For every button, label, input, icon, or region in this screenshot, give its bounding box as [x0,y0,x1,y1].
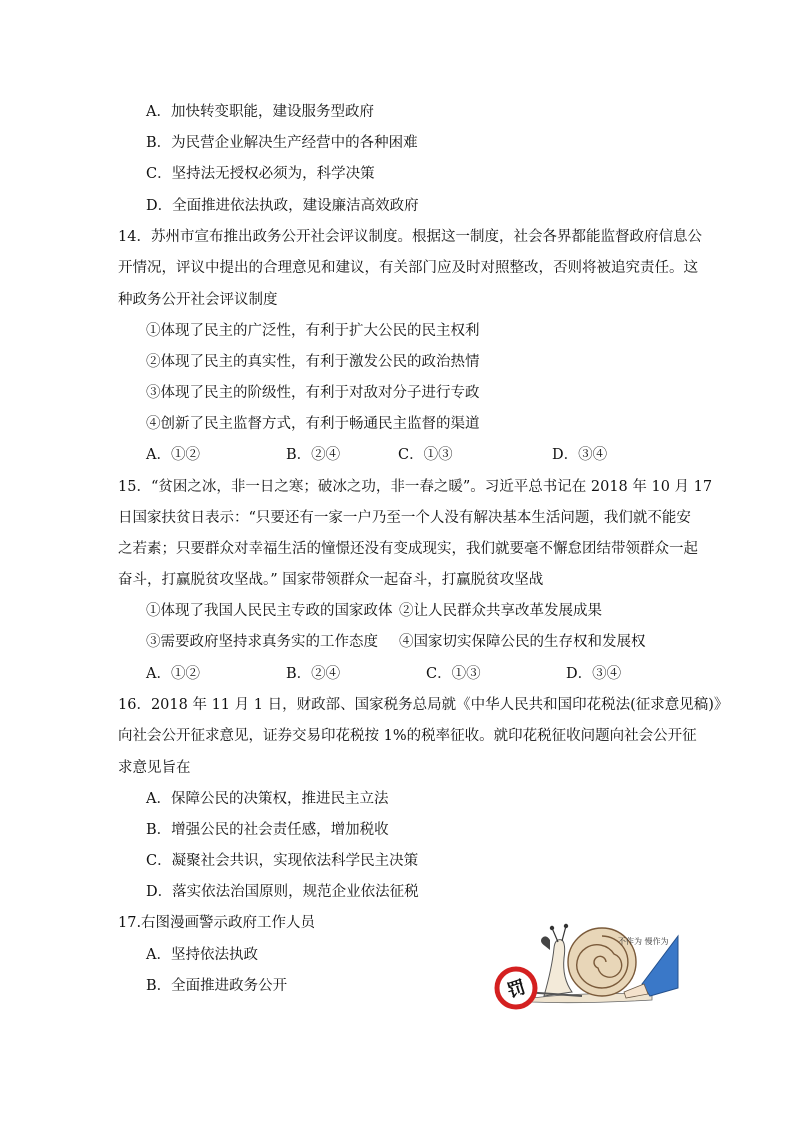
q16-option-a: A．保障公民的决策权，推进民主立法 [146,791,389,807]
sign-text: 罚 [504,976,529,1003]
q14-stem-line1: 14．苏州市宣布推出政务公开社会评议制度。根据这一制度，社会各界都能监督政府信息公 [118,229,702,245]
q15-statement-2: ②让人民群众共享改革发展成果 [399,603,602,619]
q14-statement-2: ②体现了民主的真实性，有利于激发公民的政治热情 [146,354,480,370]
q14-options-row [146,445,646,465]
q17-option-a: A．坚持依法执政 [146,947,258,963]
snail-antenna-right [562,926,566,941]
snail-eye-right [564,924,568,928]
q14-stem-line3: 种政务公开社会评议制度 [118,292,278,308]
q14-option-a: A．①② [146,447,200,463]
q14-stem-line2: 开情况，评议中提出的合理意见和建议，有关部门应及时对照整改，否则将被追究责任。这 [118,260,698,276]
q15-options-row [146,664,646,684]
q14-option-d: D．③④ [552,447,608,463]
q17-option-b: B．全面推进政务公开 [146,978,288,994]
shell-text: 不作为 慢作为 [618,937,669,946]
q14-statement-3: ③体现了民主的阶级性，有利于对敌对分子进行专政 [146,385,480,401]
q15-statement-1: ①体现了我国人民民主专政的国家政体 [146,603,393,619]
q16-option-c: C．凝聚社会共识，实现依法科学民主决策 [146,853,419,869]
q14-statement-1: ①体现了民主的广泛性，有利于扩大公民的民主权利 [146,323,480,339]
q16-stem-line2: 向社会公开征求意见，证券交易印花税按 1%的税率征收。就印花税征收问题向社会公开征 [118,728,697,744]
q14-option-b: B．②④ [286,447,341,463]
q13-option-a: A．加快转变职能，建设服务型政府 [146,104,374,120]
q15-option-b: B．②④ [286,666,341,682]
q16-stem-line1: 16．2018 年 11 月 1 日，财政部、国家税务总局就《中华人民共和国印花税法(征求意见稿)》 [118,697,729,713]
q13-option-b: B．为民营企业解决生产经营中的各种困难 [146,135,418,151]
q15-statements-row2 [146,632,666,652]
q15-stem-line1: 15．“贫困之冰，非一日之寒；破冰之功，非一春之暖”。习近平总书记在 2018 年 10 月 17 [118,479,713,495]
q15-option-d: D．③④ [566,666,622,682]
q14-option-c: C．①③ [398,447,453,463]
q15-option-c: C．①③ [426,666,481,682]
snail-antenna-left [552,928,558,942]
snail-eye-left [550,926,554,930]
q15-stem-line3: 之若素；只要群众对幸福生活的憧憬还没有变成现实，我们就要毫不懈怠团结带领群众一起 [118,541,698,557]
q14-statement-4: ④创新了民主监督方式，有利于畅通民主监督的渠道 [146,416,480,432]
snail-cartoon-image [492,918,682,1018]
q16-stem-line3: 求意见旨在 [118,760,191,776]
q16-option-d: D．落实依法治国原则，规范企业依法征税 [146,884,419,900]
heart-icon [541,936,550,950]
penalty-sign [497,969,535,1007]
q15-statements-row1 [146,601,666,621]
q15-stem-line4: 奋斗，打赢脱贫攻坚战。” 国家带领群众一起奋斗，打赢脱贫攻坚战 [118,572,544,588]
q13-option-d: D．全面推进依法执政，建设廉洁高效政府 [146,198,419,214]
q16-option-b: B．增强公民的社会责任感，增加税收 [146,822,389,838]
q15-statement-4: ④国家切实保障公民的生存权和发展权 [399,634,646,650]
q15-option-a: A．①② [146,666,200,682]
q15-statement-3: ③需要政府坚持求真务实的工作态度 [146,634,378,650]
q15-stem-line2: 日国家扶贫日表示：“只要还有一家一户乃至一个人没有解决基本生活问题，我们就不能安 [118,510,691,526]
q17-stem: 17.右图漫画警示政府工作人员 [118,915,316,931]
q13-option-c: C．坚持法无授权必须为，科学决策 [146,166,375,182]
